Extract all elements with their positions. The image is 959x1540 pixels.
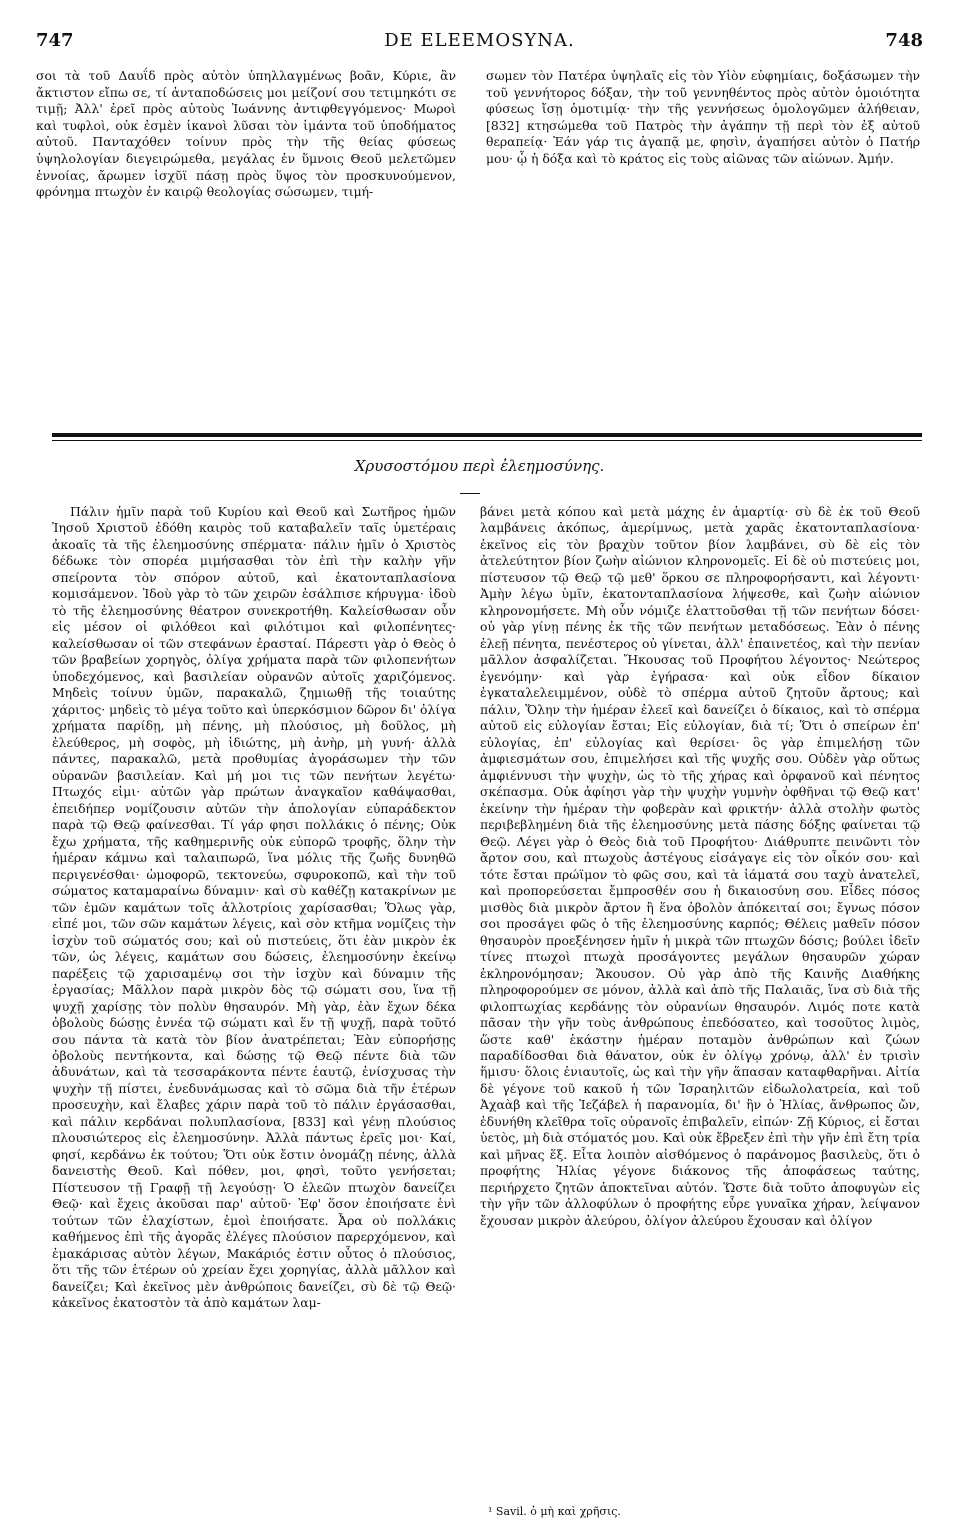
footnote: ¹ Savil. ὁ μὴ καὶ χρῆσις. [488, 1505, 621, 1518]
section-title: Χρυσοστόμου περὶ ἐλεημοσύνης. [354, 457, 605, 475]
top-right-column [486, 68, 920, 168]
top-left-paragraph: σοι τὰ τοῦ Δαυΐδ πρὸς αὐτὸν ὑπηλλαγμένως βοᾶν, Κύριε, ἂν ἄκτιστον εἴπω σε, τί ἀνταποδώσεις μοι μείζονί σου τετιμηκότι σε τιμῇ; Ἀλλ' ἐρεῖ πρὸς αὐτοὺς Ἰωάννης ἀντιφθεγγόμενος· Μωροὶ καὶ τυφλοὶ, οὐκ ἐσμὲν ἱκανοὶ λῦσαι τὸν ἱμάντα τοῦ ὑποδήματος αὐτοῦ. Πανταχόθεν τοίνυν πρὸς τὴν τῆς θείας φύσεως ὑψηλολογίαν διεγειρώμεθα, μεγάλας ἐν ὕμνοις Θεοῦ μελετῶμεν ἐννοίας, ἄρωμεν ἰσχῦϊ πάσῃ πρὸς ὕψος τὸν προσκυνούμενον, φρόνημα πτωχὸν ἐν καιρῷ θεολογίας σώσωμεν, τιμή- [36, 68, 456, 200]
section-divider-thin [52, 440, 922, 441]
title-underline [460, 493, 480, 494]
top-right-paragraph: σωμεν τὸν Πατέρα ὑψηλαῖς εἰς τὸν Υἱὸν εὐφημίαις, δοξάσωμεν τὴν τοῦ γεννήτορος δόξαν, τὴν τοῦ γεννηθέντος πρὸς αὐτὸν ὁμοιότητα φύσεως ἴσῃ ὁμοτιμίᾳ· τὴν τῆς γεννήσεως ὁμολογῶμεν ἀλήθειαν, [832] κτησώμεθα τοῦ Πατρὸς τὴν ἀγάπην τῇ περὶ τὸν ἐξ αὐτοῦ θεραπείᾳ· Ἐάν γάρ τις ἀγαπᾷ με, φησὶν, ἀγαπήσει αὐτὸν ὁ Πατήρ μου· ᾧ ἡ δόξα καὶ τὸ κράτος εἰς τοὺς αἰῶνας τῶν αἰώνων. Ἀμήν. [486, 68, 920, 166]
body-left-column [52, 504, 456, 1312]
page-header [36, 30, 923, 60]
body-right-paragraph: βάνει μετὰ κόπου καὶ μετὰ μάχης ἐν ἁμαρτίᾳ· σὺ δὲ ἐκ τοῦ Θεοῦ λαμβάνεις ἀκόπως, ἀμερίμνως, μετὰ χαρᾶς ἑκατονταπλασίονα· ἐκεῖνος εἰς τὸν βραχὺν τοῦτον βίον λαμβάνει, σὺ δὲ εἰς τὸν ἀτελεύτητον βίον ζωὴν αἰώνιον κληρονομεῖς. Εἰ δὲ οὐ πιστεύεις μοι, πίστευσον τῷ Θεῷ τῷ μεθ' ὅρκου σε πληροφορήσαντι, καὶ λέγοντι· Ἀμὴν λέγω ὑμῖν, ἑκατονταπλασίονα λήψεσθε, καὶ ζωὴν αἰώνιον κληρονομήσετε. Μὴ οὖν νόμιζε ἐλαττοῦσθαι τῇ τῶν πενήτων δόσει· οὐ γὰρ γίνῃ πένης ἐκ τῆς τῶν πενήτων μεταδόσεως. Ἐὰν ὁ πένης ἐλεῇ πένητα, πενέστερος οὐ γίνεται, ἀλλ' ἐπαινετέος, καὶ τὴν πενίαν μᾶλλον ἀσφαλίζεται. Ἤκουσας τοῦ Προφήτου λέγοντος· Νεώτερος ἐγενόμην· καὶ γὰρ ἐγήρασα· καὶ οὐκ εἶδον δίκαιον ἐγκαταλελειμμένον, οὐδὲ τὸ σπέρμα αὐτοῦ ζητοῦν ἄρτους; καὶ πάλιν, Ὅλην τὴν ἡμέραν ἐλεεῖ καὶ δανείζει ὁ δίκαιος, καὶ τὸ σπέρμα αὐτοῦ εἰς εὐλογίαν ἔσται; Εἰς εὐλογίαν, διὰ τί; Ὅτι ὁ σπείρων ἐπ' εὐλογίας, ἐπ' εὐλογίας καὶ θερίσει· ὃς γὰρ ἐπιμελήσῃ τῶν ἀμφιεσμάτων σου, ἐπιμελήσει καὶ τῆς ψυχῆς σου. Οὐδὲν γὰρ οὕτως ἀμφιέννυσι τὴν ψυχὴν, ὡς τὸ τῆς χήρας καὶ ὀρφανοῦ καὶ πένητος σκέπασμα. Οὐκ ἀφίησι γὰρ τὴν ψυχὴν γυμνὴν ὀφθῆναι τῷ Θεῷ κατ' ἐκείνην τὴν ἡμέραν τὴν φοβερὰν καὶ φρικτήν· ἀλλὰ στολὴν φωτὸς περιβεβλημένη διὰ τῆς ἐλεημοσύνης μετὰ πάσης δόξης φαίνεται τῷ Θεῷ. Λέγει γὰρ ὁ Θεὸς διὰ τοῦ Προφήτου· Διάθρυπτε πεινῶντι τὸν ἄρτον σου, καὶ πτωχοὺς ἀστέγους εἰσάγαγε εἰς τὸν οἶκόν σου· καὶ τότε ἔσται πρώϊμον τὸ φῶς σου, καὶ τὰ ἰάματά σου ταχὺ ἀνατελεῖ, καὶ προπορεύσεται ἔμπροσθέν σου ἡ δικαιοσύνη σου. Εἶδες πόσος μισθὸς διὰ μικρὸν ἄρτον ἢ ἕνα ὀβολὸν ἀπόκειταί σοι; ἔγνως πόσον σοι προσάγει φῶς ὁ τῆς ἐλεημοσύνης καρπός; Θέλεις μαθεῖν πόσον θησαυρὸν προεξένησεν ἡμῖν ἡ μικρὰ τῶν πτωχῶν δόσις; βούλει ἰδεῖν τίνες πτωχοὶ πτωχὰ προσάγοντες μεγάλων θησαυρῶν χώραν ἐκληρονόμησαν; Ἄκουσον. Οὐ γὰρ ἀπὸ τῆς Καινῆς Διαθήκης πληροφορούμεν σε μόνον, ἀλλὰ καὶ ἀπὸ τῆς Παλαιᾶς, ἵνα σὺ διὰ τῆς φιλοπτωχίας κερδάνῃς τὸν οὐρανίων θησαυρόν. Λιμός ποτε κατὰ πᾶσαν τὴν γῆν τοὺς ἀνθρώπους ἐπεδόσατεο, καὶ τοσοῦτος λιμὸς, ὥστε καθ' ἑκάστην ἡμέραν ποταμὸν ἀνθρώπων καὶ ζώων παραδίδοσθαι διὰ θάνατον, οὐκ ἐν ὀλίγῳ χρόνῳ, ἀλλ' ἐν τρισὶν ἥμισυ· ὅλοις ἐνιαυτοῖς, ὡς καὶ τὴν γῆν ἅπασαν καταφθαρῆναι. Αἰτία δὲ γέγονε τοῦ κακοῦ ἡ τῶν Ἰσραηλιτῶν εἰδωλολατρεία, καὶ τοῦ Ἀχαὰβ καὶ τῆς Ἰεζάβελ ἡ παρανομία, δι' ἣν ὁ Ἠλίας, ἄνθρωπος ὤν, ἐδυνήθη κλεῖθρα τοῖς οὐρανοῖς ἐπιβαλεῖν, εἰπών· Ζῇ Κύριος, εἰ ἔσται ὑετὸς, μὴ διὰ στόματός μου. Καὶ οὐκ ἔβρεξεν ἐπὶ τὴν γῆν ἐπὶ ἔτη τρία καὶ μῆνας ἕξ. Εἶτα λοιπὸν αἰσθόμενος ὁ παράνομος βασιλεὺς, ὅτι ὁ προφήτης Ἠλίας γέγονε διάκονος τῆς ἀποφάσεως ταύτης, περιήρχετο ζητῶν ἀποκτεῖναι αὐτόν. Ὥστε διὰ τοῦτο ἀποφυγὼν εἰς τὴν γῆν τῶν ἀλλοφύλων ὁ προφήτης εὗρε γυναῖκα χήραν, λείψανον ἔχουσαν μικρὸν ἀλεύρου, ὀλίγον ἀλεύρου ἔχουσαν καὶ ὀλίγον [480, 504, 920, 1228]
body-right-column [480, 504, 920, 1229]
body-left-paragraph: Πάλιν ἡμῖν παρὰ τοῦ Κυρίου καὶ Θεοῦ καὶ Σωτῆρος ἡμῶν Ἰησοῦ Χριστοῦ ἐδόθη καιρὸς τοῦ καταβαλεῖν ταῖς ὑμετέραις ἀκοαῖς τὰ τῆς ἐλεημοσύνης σπέρματα· πάλιν ἡμῖν ὁ Χριστὸς δέδωκε τὸν σπορέα μιμήσασθαι τὸν ἐπὶ τὴν καλὴν γῆν σπείροντα τὸν σπόρον αὐτοῦ, καὶ ἑκατονταπλασίονα κομισάμενον. Ἰδοὺ γὰρ τὸ τῶν χειρῶν ἐσάλπισε κήρυγμα· ἰδοὺ τὸ τῆς ἐλεημοσύνης θέατρον συνεκροτήθη. Καλείσθωσαν οὖν εἰς μέσον οἱ φιλόθεοι καὶ φιλότιμοι καὶ φιλοπένητες· καλείσθωσαν οἱ τῶν στεφάνων ἐρασταί. Πάρεστι γὰρ ὁ Θεὸς ὁ τῶν βραβείων χορηγὸς, ὀλίγα χρήματα παρὰ τῶν φιλοπενήτων ὑποδεχόμενος, καὶ βασιλείαν οὐρανῶν αὐτοῖς χαριζόμενος. Μηδεὶς τοίνυν ὑμῶν, παρακαλῶ, ζημιωθῇ τῆς τοιαύτης χάριτος· μηδεὶς τὸ μέγα τοῦτο καὶ ὑπερκόσμιον δῶρον δι' ὀλίγα χρήματα παρίδῃ, μὴ πένης, μὴ πλούσιος, μὴ δοῦλος, μὴ ἐλεύθερος, μὴ σοφὸς, μὴ ἰδιώτης, μὴ ἀνὴρ, μὴ γυνή· ἀλλὰ πάντες, παρακαλῶ, μετὰ προθυμίας ἀγοράσωμεν τὴν τῶν οὐρανῶν βασιλείαν. Καὶ μή μοι τις τῶν πενήτων λεγέτω· Πτωχός εἰμι· αὐτῶν γὰρ πρώτων ἀναγκαῖον καθάψασθαι, ἐπειδήπερ νομίζουσιν αὐτῶν τὴν ἀπολογίαν εὐπαράδεκτον παρὰ τῷ Θεῷ φαίνεσθαι. Τί γάρ φησι πολλάκις ὁ πένης; Οὐκ ἔχω χρήματα, τῆς καθημερινῆς οὐκ εὐπορῶ τροφῆς, ὅλην τὴν ἡμέραν κάμνω καὶ ταλαιπωρῶ, ἵνα μόλις τῆς ζωῆς δυνηθῶ περιγενέσθαι· ὡμοφορῶ, τεκτονεύω, σφυροκοπῶ, καὶ τὴν τοῦ σώματος καταμαραίνω δύναμιν· καὶ σὺ καθέζῃ κατακρίνων με τῶν ἐμῶν καμάτων τοῖς ἀλλοτρίοις χαρίσασθαι; Ὅλως γὰρ, εἰπέ μοι, τῶν σῶν καμάτων λέγεις, καὶ σὸν κτῆμα νομίζεις τὴν ἰσχὺν τοῦ σώματός σου; καὶ οὐ πιστεύεις, ὅτι ἐὰν μικρὸν ἐκ τῶν, ὡς λέγεις, καμάτων σου δώσεις, ἐλεημοσύνην ἐκείνῳ παρέξεις τῷ χαρισαμένῳ σοι τὴν ἰσχὺν καὶ δύναμιν τῆς ἐργασίας; Μᾶλλον παρὰ μικρὸν δὸς τῷ σώματι σου, ἵνα τῇ ψυχῇ χαρίσῃς τὸν πολὺν θησαυρόν. Μὴ γὰρ, ἐὰν ἔχων δέκα ὀβολοὺς δώσῃς ἐννέα τῷ σώματι καὶ ἕν τῇ ψυχῇ, παρὰ τοῦτό σου πάντα τὰ κατὰ τὸν βίον ἀνατρέπεται; Ἐὰν εὐπορήσῃς ὀβολοὺς πεντήκοντα, καὶ δώσῃς τῷ Θεῷ πέντε διὰ τῶν ἀδυνάτων, καὶ τὰ τεσσαράκοντα πέντε ἑαυτῷ, ἐνίσχυσας τὴν ψυχὴν τῇ πίστει, ἐνεδυνάμωσας καὶ τὸ σῶμα διὰ τῆν ἑτέρων προσευχὴν, καὶ ἔλαβες χάριν παρὰ τοῦ τὸ πάλιν ἐργάσασθαι, καὶ πάλιν κερδάναι πολυπλασίονα, [833] καὶ γένῃ πλούσιος πλουσιώτερος εἰς ἐλεημοσύνην. Ἀλλὰ πάντως ἐρεῖς μοι· Καί, φησί, κερδάνω ἐκ τούτου; Ὅτι οὐκ ἔστιν ὀνομάζῃ πένης, ἀλλὰ δανειστὴς Θεοῦ. Καὶ πόθεν, μοι, φησὶ, τοῦτο γενήσεται; Πίστευσον τῇ Γραφῇ τῇ λεγούσῃ· Ὁ ἐλεῶν πτωχὸν δανείζει Θεῷ· καὶ ἔχεις ἀκοῦσαι παρ' αὐτοῦ· Ἐφ' ὅσον ἐποιήσατε ἑνὶ τούτων τῶν ἐλαχίστων, ἐμοὶ ἐποιήσατε. Ἆρα οὐ πολλάκις καθήμενος ἐπὶ τῆς ἀγορᾶς ἐλέγες πλούσιον παρερχόμενον, καὶ ἐμακάρισας αὐτὸν λέγων, Μακάριός ἐστιν οὗτος ὁ πλούσιος, ὅτι τῆς τῶν ἑτέρων οὐ χρείαν ἔχει χορηγίας, ἀλλὰ μᾶλλον καὶ δανείζει; Καὶ ἐκεῖνος μὲν ἀνθρώποις δανείζει, σὺ δὲ τῷ Θεῷ· κἀκεῖνος ἑκατοστὸν τὰ ἀπὸ καμάτων λαμ- [52, 504, 456, 1311]
page-number-right: 748 [885, 30, 923, 51]
top-left-column [36, 68, 456, 201]
page-number-left: 747 [36, 30, 74, 51]
running-title: DE ELEEMOSYNA. [384, 30, 575, 51]
section-divider-thick [52, 433, 922, 437]
